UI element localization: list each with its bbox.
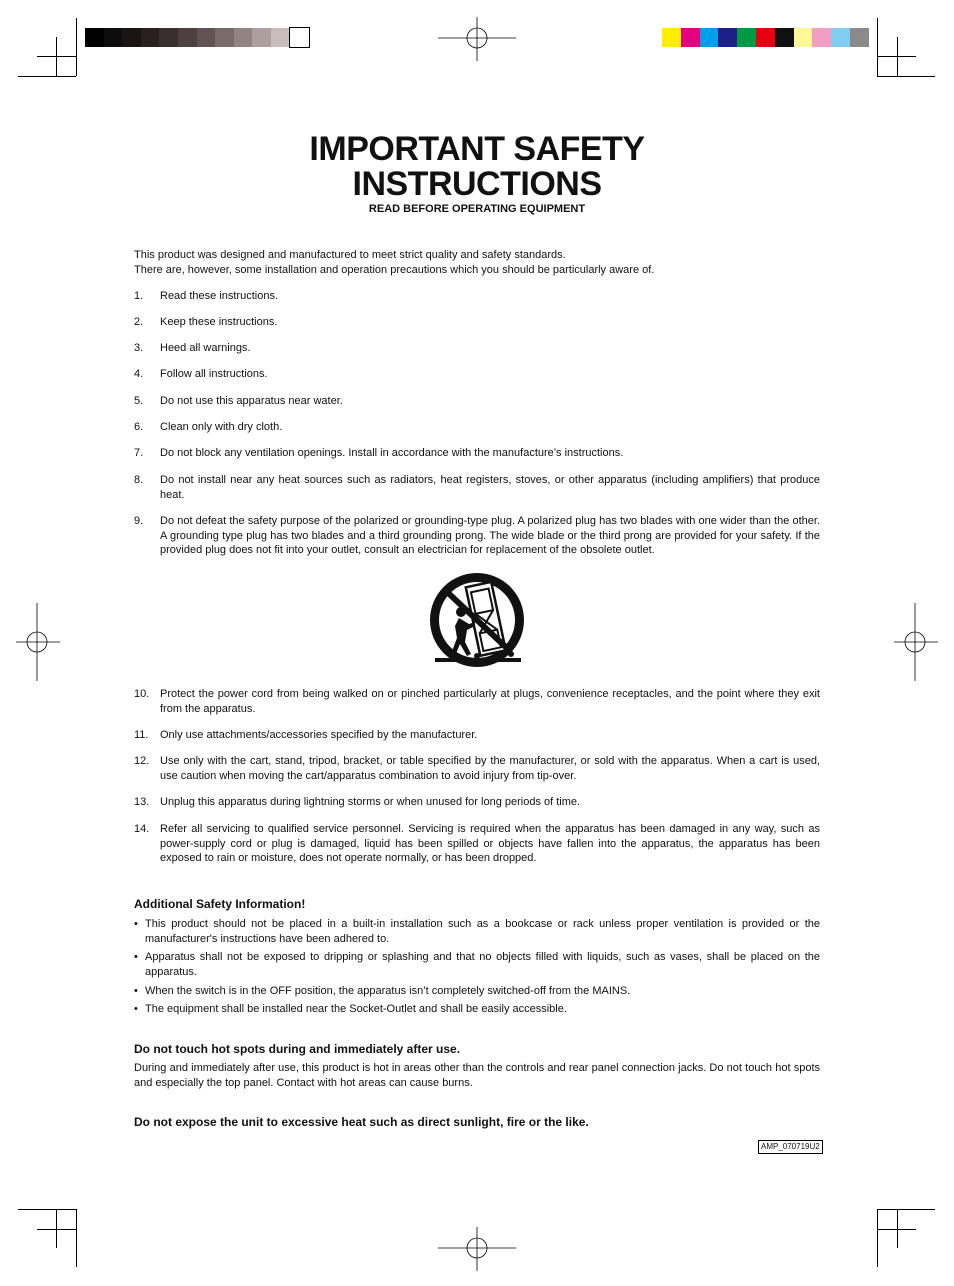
list-item	[134, 795, 820, 810]
item-number: 7.	[134, 447, 144, 459]
bullet-text: This product should not be placed in a built-in installation such as a bookcase or rack unless proper ventilation is provided or the manufacturer's instructions have been adhered to.	[145, 918, 820, 945]
title-line-1: IMPORTANT SAFETY	[309, 130, 645, 168]
list-item	[134, 420, 820, 435]
list-item	[134, 728, 820, 743]
list-item	[134, 289, 820, 304]
bullet-text: Apparatus shall not be exposed to dripping or splashing and that no objects filled with liquids, such as vases, shall be placed on the apparatus.	[145, 951, 820, 978]
color-swatch	[850, 28, 869, 47]
hot-spots-text: During and immediately after use, this product is hot in areas other than the controls and rear panel connection jacks. Do not touch hot spots and especially the top panel. Contact with hot areas can cause burns.	[134, 1062, 820, 1089]
list-item	[134, 315, 820, 330]
list-item	[134, 950, 820, 979]
intro-line-1: This product was designed and manufactured to meet strict quality and safety standards.	[134, 249, 566, 261]
item-number: 9.	[134, 515, 144, 527]
list-item	[134, 514, 820, 558]
item-text: Do not install near any heat sources such as radiators, heat registers, stoves, or other apparatus (including amplifiers) that produce heat.	[160, 474, 820, 501]
item-number: 8.	[134, 474, 144, 486]
item-text: Do not block any ventilation openings. Install in accordance with the manufacture’s instructions.	[160, 447, 624, 459]
list-item	[134, 984, 820, 999]
item-text: Protect the power cord from being walked on or pinched particularly at plugs, convenience receptacles, and the point where they exit from the apparatus.	[160, 688, 820, 715]
color-swatch	[831, 28, 850, 47]
intro-paragraph	[134, 248, 820, 277]
item-text: Unplug this apparatus during lightning storms or when unused for long periods of time.	[160, 796, 581, 808]
gray-swatch	[215, 28, 234, 47]
item-text: Use only with the cart, stand, tripod, bracket, or table specified by the manufacturer, or sold with the apparatus. When a cart is used, use caution when moving the cart/apparatus combination to avoid injury from tip-over.	[160, 755, 820, 782]
list-item	[134, 446, 820, 461]
item-number: 6.	[134, 421, 144, 433]
color-swatch	[737, 28, 756, 47]
color-swatch	[681, 28, 700, 47]
item-number: 11.	[134, 729, 149, 741]
color-swatch	[775, 28, 794, 47]
item-number: 14.	[134, 823, 150, 835]
item-number: 12.	[134, 755, 150, 767]
item-text: Heed all warnings.	[160, 342, 251, 354]
registration-mark-icon	[438, 17, 516, 61]
gray-swatch	[271, 28, 290, 47]
document-code: AMP_070719U2	[758, 1140, 823, 1154]
gray-swatch	[252, 28, 271, 47]
gray-swatch	[234, 28, 253, 47]
gray-swatch	[122, 28, 141, 47]
page-subtitle: READ BEFORE OPERATING EQUIPMENT	[368, 203, 586, 215]
item-text: Do not use this apparatus near water.	[160, 395, 343, 407]
color-swatch	[700, 28, 719, 47]
list-item	[134, 822, 820, 866]
color-swatch	[794, 28, 813, 47]
gray-swatch	[178, 28, 197, 47]
page-title	[0, 132, 954, 202]
item-number: 5.	[134, 395, 144, 407]
item-text: Do not defeat the safety purpose of the polarized or grounding-type plug. A polarized plug has two blades with one wider than the other. A grounding type plug has two blades and a third grounding prong. The wide blade or the third prong are provided for your safety. If the provided plug does not fit into your outlet, consult an electrician for replacement of the obsolete outlet.	[160, 515, 820, 556]
item-number: 1.	[134, 290, 144, 302]
color-swatch	[662, 28, 681, 47]
item-number: 3.	[134, 342, 144, 354]
title-line-2: INSTRUCTIONS	[352, 165, 602, 203]
color-swatch	[812, 28, 831, 47]
intro-line-2: There are, however, some installation and operation precautions which you should be particularly aware of.	[134, 263, 655, 276]
hot-spots-heading: Do not touch hot spots during and immediately after use.	[134, 1042, 461, 1056]
bullet-glyph: •	[134, 985, 138, 997]
list-item	[134, 473, 820, 502]
gray-swatch	[104, 28, 123, 47]
item-text: Follow all instructions.	[160, 368, 268, 380]
registration-mark-icon	[894, 603, 938, 681]
color-swatch	[756, 28, 775, 47]
cart-tip-over-warning-icon	[425, 570, 529, 672]
registration-mark-icon	[16, 603, 60, 681]
item-number: 10.	[134, 688, 150, 700]
item-number: 13.	[134, 796, 150, 808]
gray-swatch	[141, 28, 160, 47]
gray-swatch	[290, 28, 309, 47]
heat-warning: Do not expose the unit to excessive heat such as direct sunlight, fire or the like.	[134, 1115, 589, 1129]
bullet-text: When the switch is in the OFF position, the apparatus isn’t completely switched-off from the MAINS.	[145, 985, 631, 997]
list-item	[134, 917, 820, 946]
list-item	[134, 687, 820, 716]
list-item	[134, 367, 820, 382]
list-item	[134, 341, 820, 356]
color-swatch	[718, 28, 737, 47]
bullet-text: The equipment shall be installed near the Socket-Outlet and shall be easily accessible.	[145, 1003, 567, 1015]
gray-swatch	[85, 28, 104, 47]
item-text: Refer all servicing to qualified service personnel. Servicing is required when the apparatus has been damaged in any way, such as power-supply cord or plug is damaged, liquid has been spilled or objects have fallen into the apparatus, the apparatus has been exposed to rain or moisture, does not operate normally, or has been dropped.	[160, 823, 820, 864]
gray-swatch	[159, 28, 178, 47]
gray-swatch	[197, 28, 216, 47]
list-item	[134, 394, 820, 409]
item-text: Clean only with dry cloth.	[160, 421, 283, 433]
bullet-glyph: •	[134, 1003, 138, 1015]
registration-mark-icon	[438, 1227, 516, 1271]
item-text: Read these instructions.	[160, 290, 279, 302]
item-text: Keep these instructions.	[160, 316, 278, 328]
additional-safety-heading: Additional Safety Information!	[134, 897, 306, 911]
bullet-glyph: •	[134, 918, 138, 930]
list-item	[134, 1002, 820, 1017]
item-text: Only use attachments/accessories specified by the manufacturer.	[160, 729, 478, 741]
bullet-glyph: •	[134, 951, 138, 963]
list-item	[134, 754, 820, 783]
item-number: 4.	[134, 368, 144, 380]
item-number: 2.	[134, 316, 144, 328]
